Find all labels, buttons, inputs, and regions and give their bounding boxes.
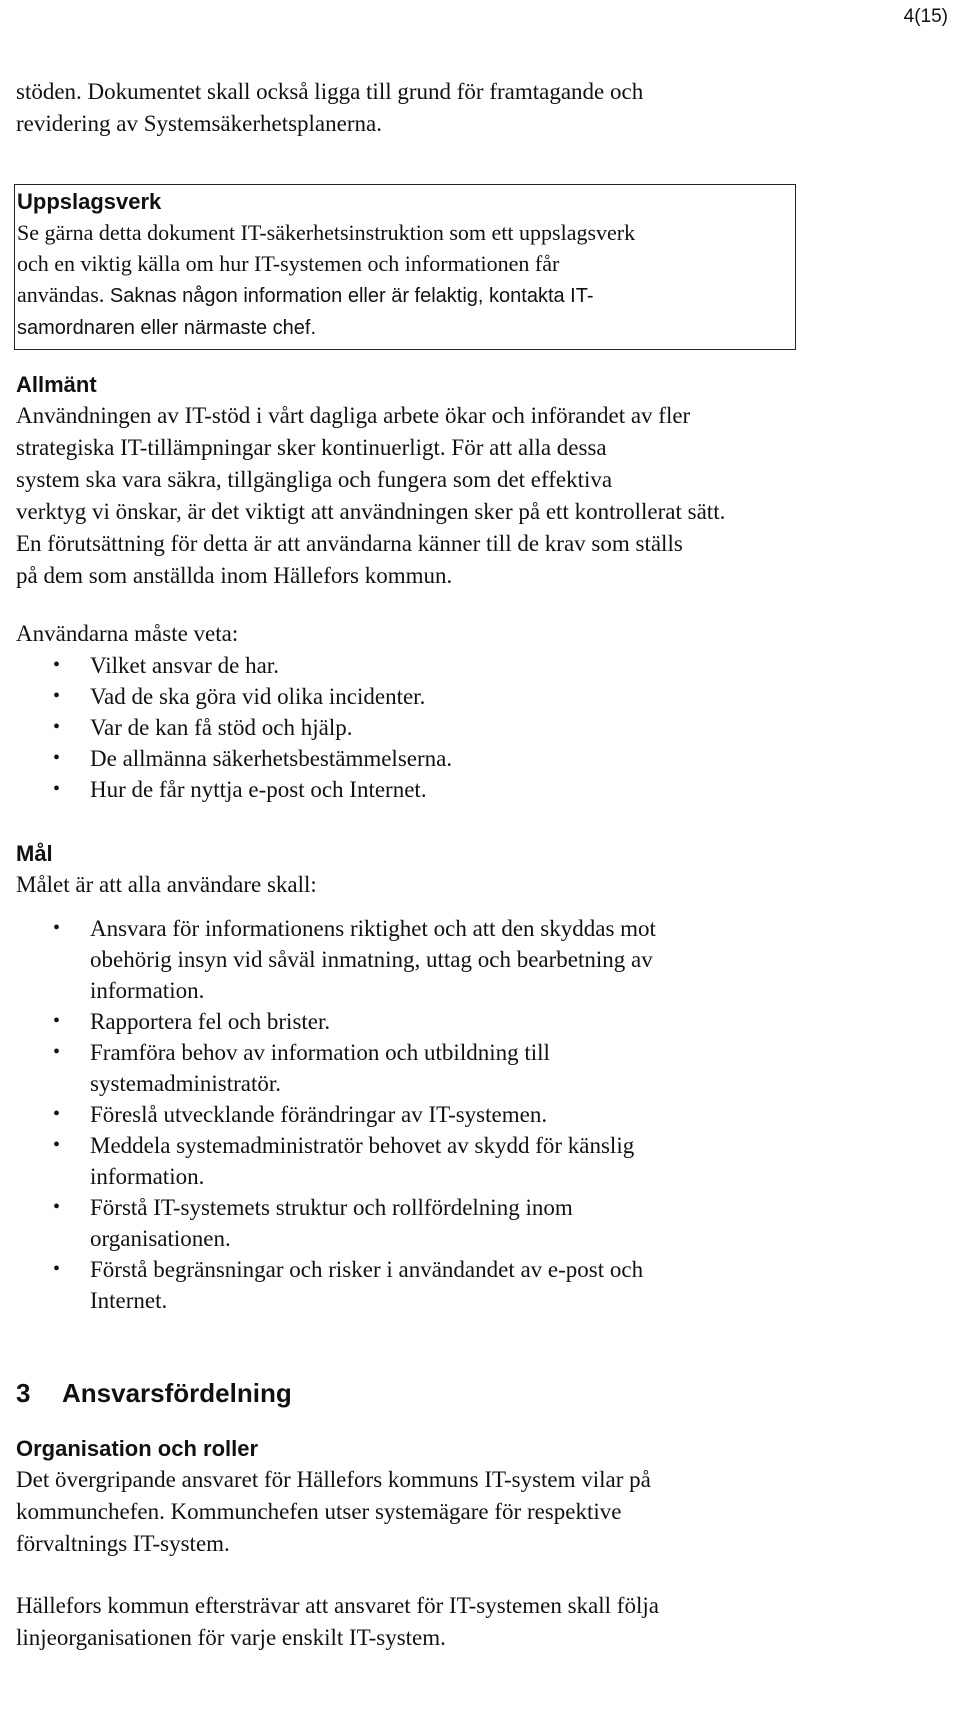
intro-paragraph xyxy=(16,76,916,140)
text-line: på dem som anställda inom Hällefors kommun. xyxy=(16,563,453,588)
text-line: förvaltnings IT-system. xyxy=(16,1531,230,1556)
callout-line-sans: samordnaren eller närmaste chef. xyxy=(17,317,317,339)
list-item: • Vad de ska göra vid olika incidenter. xyxy=(16,681,916,712)
list-item: • Framföra behov av information och utbildning till systemadministratör. xyxy=(16,1037,916,1099)
bullet-icon: • xyxy=(53,654,61,676)
list-item: • Ansvara för informationens riktighet och att den skyddas mot obehörig insyn vid såväl inmatning, uttag och bearbetning av information. xyxy=(16,913,916,1006)
organisation-paragraph xyxy=(16,1464,916,1560)
list-item: • Förstå begränsningar och risker i användandet av e-post och Internet. xyxy=(16,1254,916,1316)
bullet-icon: • xyxy=(53,1041,61,1063)
bullet-list xyxy=(16,650,916,805)
callout-line: Se gärna detta dokument IT-säkerhetsinstruktion som ett uppslagsverk xyxy=(17,220,636,245)
bullet-list xyxy=(16,913,916,1316)
section-mal xyxy=(16,839,916,1316)
text-line: verktyg vi önskar, är det viktigt att användningen sker på ett kontrollerat sätt. xyxy=(16,499,726,524)
chapter-heading xyxy=(16,1376,916,1410)
list-item: • Föreslå utvecklande förändringar av IT-systemen. xyxy=(16,1099,916,1130)
reference-callout-box xyxy=(14,184,796,350)
text-line: Det övergripande ansvaret för Hällefors kommuns IT-system vilar på xyxy=(16,1467,651,1492)
chapter-title: Ansvarsfördelning xyxy=(62,1378,292,1408)
section-heading: Mål xyxy=(16,841,53,866)
page-number: 4(15) xyxy=(903,6,948,27)
bullet-icon: • xyxy=(53,685,61,707)
callout-line-sans: Saknas någon information eller är felaktig, kontakta IT- xyxy=(104,285,594,307)
list-intro: Målet är att alla användare skall: xyxy=(16,872,317,897)
list-item: • Var de kan få stöd och hjälp. xyxy=(16,712,916,743)
chapter-number: 3 xyxy=(16,1378,31,1408)
callout-text xyxy=(17,217,795,343)
subsection-heading: Organisation och roller xyxy=(16,1436,259,1461)
text-line: linjeorganisationen för varje enskilt IT-system. xyxy=(16,1625,446,1650)
linjeorganisation-paragraph xyxy=(16,1590,916,1654)
bullet-icon: • xyxy=(53,1258,61,1280)
bullet-icon: • xyxy=(53,1196,61,1218)
callout-heading: Uppslagsverk xyxy=(17,189,162,214)
list-item: • De allmänna säkerhetsbestämmelserna. xyxy=(16,743,916,774)
section-heading: Allmänt xyxy=(16,372,97,397)
callout-line: och en viktig källa om hur IT-systemen och informationen får xyxy=(17,251,560,276)
text-line: kommunchefen. Kommunchefen utser systemägare för respektive xyxy=(16,1499,622,1524)
bullet-icon: • xyxy=(53,716,61,738)
text-line: Hällefors kommun eftersträvar att ansvaret för IT-systemen skall följa xyxy=(16,1593,659,1618)
list-item: • Hur de får nyttja e-post och Internet. xyxy=(16,774,916,805)
bullet-icon: • xyxy=(53,1010,61,1032)
callout-line: användas. xyxy=(17,282,105,307)
list-item: • Rapportera fel och brister. xyxy=(16,1006,916,1037)
text-line: En förutsättning för detta är att användarna känner till de krav som ställs xyxy=(16,531,683,556)
list-item: • Meddela systemadministratör behovet av skydd för känslig information. xyxy=(16,1130,916,1192)
bullet-icon: • xyxy=(53,778,61,800)
section-allmant xyxy=(16,370,916,805)
text-line: strategiska IT-tillämpningar sker kontinuerligt. För att alla dessa xyxy=(16,435,607,460)
bullet-icon: • xyxy=(53,917,61,939)
text-line: system ska vara säkra, tillgängliga och fungera som det effektiva xyxy=(16,467,613,492)
bullet-icon: • xyxy=(53,747,61,769)
intro-line: stöden. Dokumentet skall också ligga till grund för framtagande och xyxy=(16,79,644,104)
text-line: Användningen av IT-stöd i vårt dagliga arbete ökar och införandet av fler xyxy=(16,403,691,428)
bullet-icon: • xyxy=(53,1103,61,1125)
list-item: • Förstå IT-systemets struktur och rollfördelning inom organisationen. xyxy=(16,1192,916,1254)
intro-line: revidering av Systemsäkerhetsplanerna. xyxy=(16,111,382,136)
allmant-paragraph xyxy=(16,400,916,592)
list-intro: Användarna måste veta: xyxy=(16,621,239,646)
list-item: • Vilket ansvar de har. xyxy=(16,650,916,681)
bullet-icon: • xyxy=(53,1134,61,1156)
document-body xyxy=(16,76,916,1654)
